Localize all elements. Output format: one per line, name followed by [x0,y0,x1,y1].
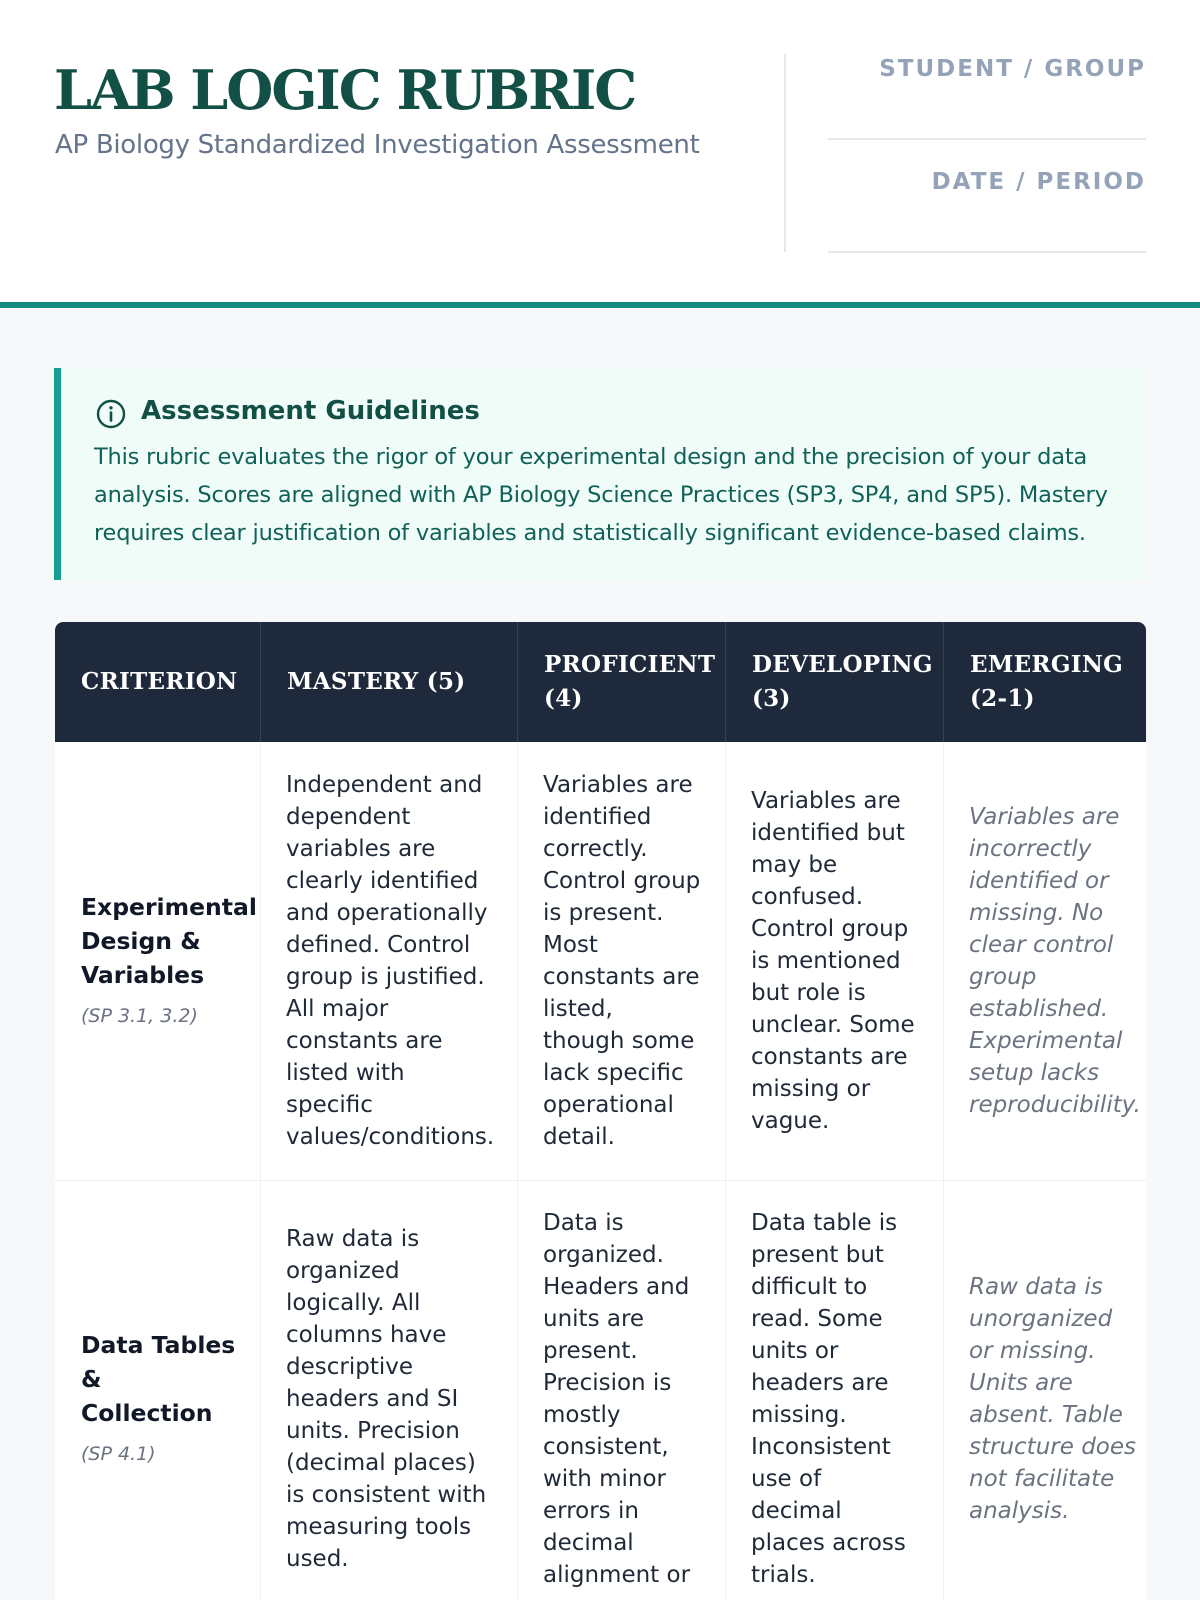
table-row-criterion [55,742,260,1180]
student-group-label: STUDENT / GROUP [879,56,1146,82]
mastery-cell: Independent and dependent variables are clearly identified and operationally defined. Control group is justified. All major constants are listed with specific values/conditions. [286,772,495,1150]
mastery-cell: Raw data is organized logically. All columns have descriptive headers and SI units. Precision (decimal places) is consistent with measuring tools used. [286,1225,487,1572]
column-header-mastery: MASTERY (5) [260,622,517,742]
criterion-name: Experimental Design & Variables [81,893,257,989]
table-header [55,622,1146,742]
page-header [0,0,1200,308]
criterion-code: (SP 4.1) [81,1442,156,1465]
proficient-cell: Variables are identified correctly. Control group is present. Most constants are listed, though some lack specific operational detail. [543,772,701,1150]
emerging-cell: Raw data is unorganized or missing. Units are absent. Table structure does not facilitate analysis. [969,1273,1136,1524]
guidelines-body: This rubric evaluates the rigor of your experimental design and the precision of your data analysis. Scores are aligned with AP Biology Science Practices (SP3, SP4, and SP5). Mastery requires clear justification of variables and statistically significant evidence-based claims. [94,444,1108,546]
column-header-criterion: CRITERION [81,668,238,695]
column-header-emerging: EMERGING (2-1) [943,622,1146,742]
table-row-criterion [55,1181,260,1600]
rubric-table [55,622,1146,1600]
date-period-label: DATE / PERIOD [931,169,1146,195]
criterion-code: (SP 3.1, 3.2) [81,1005,198,1027]
criterion-name: Data Tables & Collection [81,1330,236,1427]
page-subtitle: AP Biology Standardized Investigation Assessment [55,130,700,160]
guidelines-title: Assessment Guidelines [141,396,480,426]
header-divider [784,54,786,252]
date-period-field[interactable] [828,251,1146,253]
student-group-field[interactable] [828,138,1146,140]
proficient-cell: Data is organized. Headers and units are present. Precision is mostly consistent, with minor errors in decimal alignment or [543,1209,691,1588]
page-title: LAB LOGIC RUBRIC [54,58,636,122]
column-header-proficient: PROFICIENT (4) [517,622,725,742]
developing-cell: Variables are identified but may be confused. Control group is mentioned but role is unclear. Some constants are missing or vague. [751,788,915,1134]
developing-cell: Data table is present but difficult to read. Some units or headers are missing. Inconsistent use of decimal places across trials. [751,1209,906,1588]
info-icon [95,398,127,430]
column-header-developing: DEVELOPING (3) [725,622,943,742]
emerging-cell: Variables are incorrectly identified or missing. No clear control group established. Experimental setup lacks reproducibility. [969,804,1141,1118]
assessment-guidelines [54,368,1146,580]
